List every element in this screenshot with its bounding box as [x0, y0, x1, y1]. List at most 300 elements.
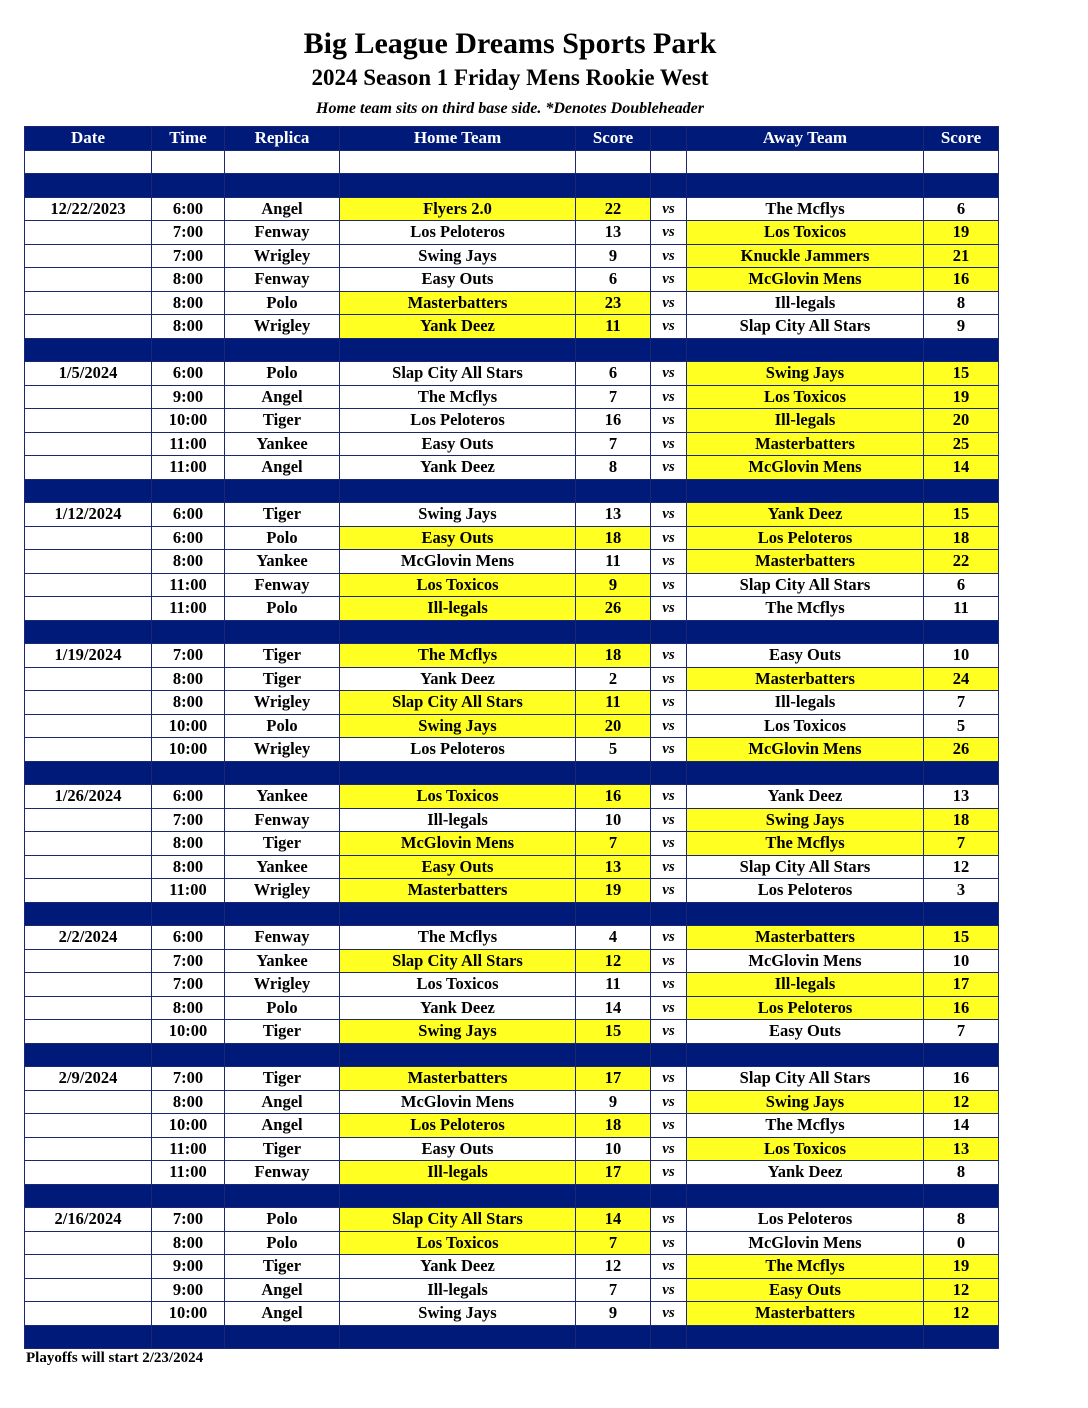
- home-team: Masterbatters: [340, 1067, 576, 1091]
- home-team: Easy Outs: [340, 855, 576, 879]
- home-score: 7: [576, 832, 651, 856]
- home-team: Yank Deez: [340, 996, 576, 1020]
- game-row: [25, 221, 999, 245]
- game-time: 9:00: [152, 1278, 225, 1302]
- game-date: [25, 855, 152, 879]
- week-separator-row-cell: [25, 1043, 152, 1067]
- game-replica: Fenway: [225, 268, 340, 292]
- away-score: 13: [924, 785, 999, 809]
- away-team: Masterbatters: [687, 667, 924, 691]
- game-replica: Wrigley: [225, 244, 340, 268]
- vs-label: vs: [651, 1208, 687, 1232]
- game-row: [25, 268, 999, 292]
- game-replica: Tiger: [225, 1067, 340, 1091]
- away-team: The Mcflys: [687, 832, 924, 856]
- away-score: 11: [924, 597, 999, 621]
- game-date: [25, 597, 152, 621]
- game-replica: Tiger: [225, 503, 340, 527]
- game-row: [25, 996, 999, 1020]
- game-date: [25, 808, 152, 832]
- week-separator-row-cell: [225, 902, 340, 926]
- week-separator-row-cell: [651, 620, 687, 644]
- game-date: [25, 268, 152, 292]
- away-score: 18: [924, 526, 999, 550]
- game-time: 11:00: [152, 456, 225, 480]
- game-row: [25, 197, 999, 221]
- game-replica: Tiger: [225, 1255, 340, 1279]
- vs-label: vs: [651, 808, 687, 832]
- away-score: 6: [924, 573, 999, 597]
- game-time: 6:00: [152, 197, 225, 221]
- blank-row-cell: [651, 150, 687, 174]
- home-team: Slap City All Stars: [340, 1208, 576, 1232]
- game-replica: Angel: [225, 1278, 340, 1302]
- game-time: 8:00: [152, 832, 225, 856]
- vs-label: vs: [651, 949, 687, 973]
- home-team: McGlovin Mens: [340, 550, 576, 574]
- game-replica: Tiger: [225, 1020, 340, 1044]
- week-separator-row-cell: [576, 1325, 651, 1349]
- game-time: 8:00: [152, 1231, 225, 1255]
- game-date: [25, 996, 152, 1020]
- away-score: 9: [924, 315, 999, 339]
- home-team: Masterbatters: [340, 291, 576, 315]
- week-separator-row-cell: [651, 479, 687, 503]
- home-score: 10: [576, 808, 651, 832]
- blank-row-cell: [924, 150, 999, 174]
- away-team: Slap City All Stars: [687, 315, 924, 339]
- away-team: Ill-legals: [687, 409, 924, 433]
- game-row: [25, 785, 999, 809]
- week-separator-row-cell: [225, 338, 340, 362]
- away-team: Masterbatters: [687, 926, 924, 950]
- game-date: [25, 1020, 152, 1044]
- game-time: 8:00: [152, 1090, 225, 1114]
- week-separator-row-cell: [687, 479, 924, 503]
- game-time: 6:00: [152, 503, 225, 527]
- home-team: Swing Jays: [340, 714, 576, 738]
- game-row: [25, 1020, 999, 1044]
- away-score: 15: [924, 926, 999, 950]
- away-score: 16: [924, 1067, 999, 1091]
- game-date: [25, 291, 152, 315]
- away-score: 7: [924, 832, 999, 856]
- game-row: [25, 1302, 999, 1326]
- game-replica: Angel: [225, 385, 340, 409]
- week-separator-row: [25, 1043, 999, 1067]
- game-date: 12/22/2023: [25, 197, 152, 221]
- home-score: 17: [576, 1067, 651, 1091]
- away-team: The Mcflys: [687, 1114, 924, 1138]
- game-replica: Yankee: [225, 949, 340, 973]
- vs-label: vs: [651, 644, 687, 668]
- game-row: [25, 1114, 999, 1138]
- game-row: [25, 808, 999, 832]
- home-score: 22: [576, 197, 651, 221]
- away-score: 19: [924, 221, 999, 245]
- game-time: 10:00: [152, 714, 225, 738]
- game-time: 8:00: [152, 315, 225, 339]
- game-time: 11:00: [152, 597, 225, 621]
- game-replica: Yankee: [225, 550, 340, 574]
- week-separator-row: [25, 479, 999, 503]
- home-score: 14: [576, 1208, 651, 1232]
- home-score: 9: [576, 244, 651, 268]
- week-separator-row: [25, 902, 999, 926]
- vs-label: vs: [651, 385, 687, 409]
- game-time: 7:00: [152, 973, 225, 997]
- vs-label: vs: [651, 362, 687, 386]
- home-score: 11: [576, 691, 651, 715]
- schedule-note: Home team sits on third base side. *Denotes Doubleheader: [316, 100, 704, 117]
- game-row: [25, 973, 999, 997]
- column-header-home-team: Home Team: [340, 127, 576, 151]
- week-separator-row-cell: [225, 620, 340, 644]
- game-date: [25, 1278, 152, 1302]
- game-row: [25, 714, 999, 738]
- home-score: 9: [576, 573, 651, 597]
- game-time: 7:00: [152, 1067, 225, 1091]
- game-replica: Polo: [225, 714, 340, 738]
- game-date: [25, 973, 152, 997]
- week-separator-row-cell: [651, 1043, 687, 1067]
- blank-row-cell: [340, 150, 576, 174]
- game-row: [25, 409, 999, 433]
- week-separator-row-cell: [340, 902, 576, 926]
- home-team: McGlovin Mens: [340, 1090, 576, 1114]
- game-date: 2/9/2024: [25, 1067, 152, 1091]
- game-row: [25, 1090, 999, 1114]
- home-team: Swing Jays: [340, 1302, 576, 1326]
- game-time: 11:00: [152, 1137, 225, 1161]
- away-score: 24: [924, 667, 999, 691]
- week-separator-row-cell: [25, 902, 152, 926]
- vs-label: vs: [651, 550, 687, 574]
- game-time: 8:00: [152, 667, 225, 691]
- week-separator-row-cell: [687, 1043, 924, 1067]
- home-score: 2: [576, 667, 651, 691]
- away-score: 5: [924, 714, 999, 738]
- away-team: Yank Deez: [687, 1161, 924, 1185]
- away-score: 12: [924, 1302, 999, 1326]
- game-replica: Tiger: [225, 644, 340, 668]
- home-score: 17: [576, 1161, 651, 1185]
- game-date: [25, 1090, 152, 1114]
- game-replica: Yankee: [225, 855, 340, 879]
- game-replica: Tiger: [225, 409, 340, 433]
- week-separator-row-cell: [340, 1325, 576, 1349]
- game-date: [25, 1302, 152, 1326]
- away-team: McGlovin Mens: [687, 268, 924, 292]
- game-time: 6:00: [152, 362, 225, 386]
- game-date: [25, 949, 152, 973]
- game-time: 8:00: [152, 550, 225, 574]
- game-date: [25, 409, 152, 433]
- week-separator-row-cell: [651, 902, 687, 926]
- away-score: 22: [924, 550, 999, 574]
- vs-label: vs: [651, 503, 687, 527]
- game-date: [25, 832, 152, 856]
- game-row: [25, 315, 999, 339]
- game-row: [25, 597, 999, 621]
- week-separator-row-cell: [152, 761, 225, 785]
- week-separator-row-cell: [924, 1043, 999, 1067]
- game-date: [25, 315, 152, 339]
- game-replica: Wrigley: [225, 315, 340, 339]
- week-separator-row: [25, 338, 999, 362]
- home-team: Ill-legals: [340, 808, 576, 832]
- game-row: [25, 1137, 999, 1161]
- week-separator-row: [25, 1184, 999, 1208]
- game-time: 10:00: [152, 409, 225, 433]
- home-team: Los Peloteros: [340, 1114, 576, 1138]
- week-separator-row-cell: [576, 761, 651, 785]
- game-row: [25, 1278, 999, 1302]
- home-score: 6: [576, 362, 651, 386]
- week-separator-row: [25, 620, 999, 644]
- away-score: 26: [924, 738, 999, 762]
- away-score: 14: [924, 456, 999, 480]
- game-row: [25, 926, 999, 950]
- blank-row: [25, 150, 999, 174]
- week-separator-row-cell: [651, 174, 687, 198]
- game-time: 11:00: [152, 1161, 225, 1185]
- home-score: 10: [576, 1137, 651, 1161]
- game-date: [25, 1231, 152, 1255]
- game-replica: Wrigley: [225, 738, 340, 762]
- game-row: [25, 949, 999, 973]
- vs-label: vs: [651, 1278, 687, 1302]
- vs-label: vs: [651, 855, 687, 879]
- home-score: 13: [576, 221, 651, 245]
- game-replica: Fenway: [225, 808, 340, 832]
- away-score: 10: [924, 644, 999, 668]
- game-time: 8:00: [152, 996, 225, 1020]
- home-team: Los Toxicos: [340, 573, 576, 597]
- week-separator-row-cell: [225, 1184, 340, 1208]
- game-date: [25, 738, 152, 762]
- column-header-replica: Replica: [225, 127, 340, 151]
- game-replica: Wrigley: [225, 973, 340, 997]
- home-team: Ill-legals: [340, 597, 576, 621]
- game-row: [25, 1208, 999, 1232]
- vs-label: vs: [651, 526, 687, 550]
- week-separator-row-cell: [152, 479, 225, 503]
- game-time: 10:00: [152, 1302, 225, 1326]
- vs-label: vs: [651, 691, 687, 715]
- week-separator-row-cell: [225, 761, 340, 785]
- game-replica: Polo: [225, 291, 340, 315]
- week-separator-row-cell: [152, 902, 225, 926]
- vs-label: vs: [651, 1020, 687, 1044]
- away-score: 16: [924, 268, 999, 292]
- game-row: [25, 855, 999, 879]
- game-replica: Fenway: [225, 573, 340, 597]
- blank-row-cell: [576, 150, 651, 174]
- away-team: Knuckle Jammers: [687, 244, 924, 268]
- week-separator-row-cell: [340, 1043, 576, 1067]
- away-team: Los Toxicos: [687, 385, 924, 409]
- column-header-date: Date: [25, 127, 152, 151]
- header-row: [25, 127, 999, 151]
- home-team: Yank Deez: [340, 667, 576, 691]
- away-team: Los Toxicos: [687, 221, 924, 245]
- away-team: Slap City All Stars: [687, 573, 924, 597]
- home-team: Swing Jays: [340, 503, 576, 527]
- home-score: 13: [576, 503, 651, 527]
- home-team: Yank Deez: [340, 315, 576, 339]
- away-team: Ill-legals: [687, 291, 924, 315]
- away-score: 15: [924, 362, 999, 386]
- vs-label: vs: [651, 244, 687, 268]
- away-score: 3: [924, 879, 999, 903]
- game-row: [25, 1231, 999, 1255]
- home-team: Easy Outs: [340, 1137, 576, 1161]
- away-score: 20: [924, 409, 999, 433]
- game-row: [25, 432, 999, 456]
- column-header-away-score: Score: [924, 127, 999, 151]
- away-team: McGlovin Mens: [687, 738, 924, 762]
- game-date: [25, 573, 152, 597]
- schedule-table: [24, 126, 999, 1349]
- away-team: Swing Jays: [687, 362, 924, 386]
- away-score: 16: [924, 996, 999, 1020]
- week-separator-row-cell: [340, 761, 576, 785]
- column-header-home-score: Score: [576, 127, 651, 151]
- week-separator-row-cell: [687, 1325, 924, 1349]
- game-date: [25, 1161, 152, 1185]
- home-score: 23: [576, 291, 651, 315]
- home-team: Easy Outs: [340, 526, 576, 550]
- week-separator-row-cell: [152, 620, 225, 644]
- game-replica: Polo: [225, 597, 340, 621]
- home-score: 26: [576, 597, 651, 621]
- week-separator-row-cell: [687, 761, 924, 785]
- week-separator-row-cell: [687, 902, 924, 926]
- game-replica: Angel: [225, 1302, 340, 1326]
- home-score: 9: [576, 1302, 651, 1326]
- vs-label: vs: [651, 1161, 687, 1185]
- vs-label: vs: [651, 832, 687, 856]
- vs-label: vs: [651, 409, 687, 433]
- home-score: 7: [576, 385, 651, 409]
- week-separator-row-cell: [25, 479, 152, 503]
- vs-label: vs: [651, 996, 687, 1020]
- week-separator-row-cell: [25, 761, 152, 785]
- home-score: 13: [576, 855, 651, 879]
- vs-label: vs: [651, 738, 687, 762]
- game-replica: Yankee: [225, 432, 340, 456]
- vs-label: vs: [651, 432, 687, 456]
- away-score: 6: [924, 197, 999, 221]
- week-separator-row-cell: [687, 620, 924, 644]
- away-team: Swing Jays: [687, 1090, 924, 1114]
- game-time: 8:00: [152, 291, 225, 315]
- game-row: [25, 526, 999, 550]
- game-row: [25, 1067, 999, 1091]
- game-time: 7:00: [152, 644, 225, 668]
- game-time: 8:00: [152, 855, 225, 879]
- home-team: Los Peloteros: [340, 738, 576, 762]
- game-date: [25, 667, 152, 691]
- home-score: 16: [576, 785, 651, 809]
- game-replica: Fenway: [225, 1161, 340, 1185]
- week-separator-row-cell: [651, 338, 687, 362]
- game-date: [25, 385, 152, 409]
- away-score: 7: [924, 691, 999, 715]
- home-team: Slap City All Stars: [340, 949, 576, 973]
- game-replica: Polo: [225, 362, 340, 386]
- vs-label: vs: [651, 268, 687, 292]
- away-team: Los Peloteros: [687, 996, 924, 1020]
- home-team: Swing Jays: [340, 244, 576, 268]
- game-time: 8:00: [152, 268, 225, 292]
- away-team: Los Peloteros: [687, 879, 924, 903]
- away-score: 19: [924, 385, 999, 409]
- game-date: 2/16/2024: [25, 1208, 152, 1232]
- week-separator-row-cell: [576, 902, 651, 926]
- game-row: [25, 362, 999, 386]
- home-team: Masterbatters: [340, 879, 576, 903]
- week-separator-row-cell: [340, 174, 576, 198]
- game-time: 10:00: [152, 738, 225, 762]
- home-score: 15: [576, 1020, 651, 1044]
- game-time: 11:00: [152, 432, 225, 456]
- game-replica: Yankee: [225, 785, 340, 809]
- game-row: [25, 879, 999, 903]
- away-score: 13: [924, 1137, 999, 1161]
- game-replica: Wrigley: [225, 879, 340, 903]
- week-separator-row-cell: [924, 761, 999, 785]
- blank-row-cell: [152, 150, 225, 174]
- week-separator-row-cell: [340, 620, 576, 644]
- game-row: [25, 573, 999, 597]
- game-replica: Tiger: [225, 667, 340, 691]
- home-score: 18: [576, 1114, 651, 1138]
- away-team: The Mcflys: [687, 1255, 924, 1279]
- playoffs-note: Playoffs will start 2/23/2024: [26, 1350, 204, 1366]
- game-replica: Polo: [225, 1231, 340, 1255]
- week-separator-row-cell: [152, 1325, 225, 1349]
- vs-label: vs: [651, 197, 687, 221]
- week-separator-row-cell: [687, 338, 924, 362]
- game-time: 11:00: [152, 573, 225, 597]
- game-time: 10:00: [152, 1020, 225, 1044]
- week-separator-row-cell: [25, 1184, 152, 1208]
- blank-row-cell: [225, 150, 340, 174]
- game-time: 7:00: [152, 949, 225, 973]
- game-replica: Polo: [225, 996, 340, 1020]
- game-time: 6:00: [152, 785, 225, 809]
- vs-label: vs: [651, 926, 687, 950]
- home-team: Yank Deez: [340, 1255, 576, 1279]
- game-row: [25, 385, 999, 409]
- home-team: Swing Jays: [340, 1020, 576, 1044]
- away-team: Masterbatters: [687, 550, 924, 574]
- week-separator-row-cell: [152, 338, 225, 362]
- away-score: 8: [924, 1208, 999, 1232]
- home-team: The Mcflys: [340, 385, 576, 409]
- home-score: 11: [576, 315, 651, 339]
- home-score: 7: [576, 1231, 651, 1255]
- home-team: Ill-legals: [340, 1161, 576, 1185]
- week-separator-row: [25, 174, 999, 198]
- game-replica: Angel: [225, 456, 340, 480]
- week-separator-row-cell: [651, 1184, 687, 1208]
- away-team: Los Toxicos: [687, 714, 924, 738]
- week-separator-row-cell: [152, 1043, 225, 1067]
- game-row: [25, 503, 999, 527]
